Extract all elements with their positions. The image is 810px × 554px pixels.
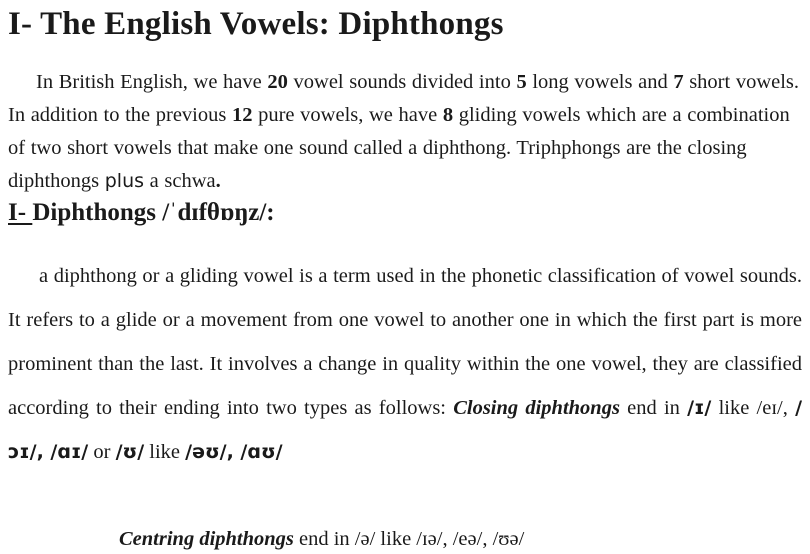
intro-plus-word: plus: [104, 170, 145, 192]
body-text-2: end in: [619, 397, 688, 419]
definition-paragraph: [8, 254, 802, 474]
symbol-3: /ʊ/: [115, 441, 145, 463]
intro-text-6: gliding vowels which are a combination of two short vowels that make one sound called a diphthong. Triphphongs are the closing diphthongs: [8, 104, 790, 192]
closing-diphthongs-term: Closing diphthongs: [453, 397, 620, 419]
intro-number-12: 12: [231, 104, 253, 126]
section-title: Diphthongs /ˈdɪfθɒŋz/:: [32, 199, 275, 226]
intro-end-period: .: [215, 170, 221, 192]
body-text-4: or: [88, 441, 116, 463]
intro-text-7: a schwa: [144, 170, 216, 192]
intro-text-5: pure vowels, we have: [252, 104, 443, 126]
intro-number-5: 5: [516, 71, 527, 93]
intro-number-7: 7: [673, 71, 684, 93]
intro-paragraph: [8, 66, 802, 198]
section-number: I-: [8, 199, 33, 226]
intro-number-20: 20: [267, 71, 288, 93]
section-heading: [8, 199, 275, 227]
symbol-4: /əʊ/, /ɑʊ/: [185, 441, 283, 463]
intro-number-8: 8: [442, 104, 454, 126]
centring-line-rest: end in /ə/ like /ɪə/, /eə/, /ʊə/: [293, 528, 525, 550]
intro-text-2: vowel sounds divided into: [287, 71, 517, 93]
page-title: I- The English Vowels: Diphthongs: [8, 6, 504, 42]
centring-diphthongs-term: Centring diphthongs: [119, 528, 294, 550]
intro-text-1: In British English, we have: [36, 71, 268, 93]
body-text-5: like: [144, 441, 186, 463]
intro-text-4: short vowels. In addition to the previous: [8, 71, 800, 126]
body-text-1: a diphthong or a gliding vowel is a term used in the phonetic classification of vowel sounds. It refers to a glide or a movement from one vowel to another one in which the first part is more prominent than the last. It involves a change in quality within the one vowel, they are classified according to their ending into two types as follows:: [8, 265, 802, 419]
body-text-3: like /eɪ/,: [711, 397, 796, 419]
intro-text-3: long vowels and: [526, 71, 674, 93]
symbol-2: /ɔɪ/, /ɑɪ/: [8, 397, 803, 463]
centring-line-partial: [119, 524, 524, 554]
symbol-1: /ɪ/: [687, 397, 712, 419]
